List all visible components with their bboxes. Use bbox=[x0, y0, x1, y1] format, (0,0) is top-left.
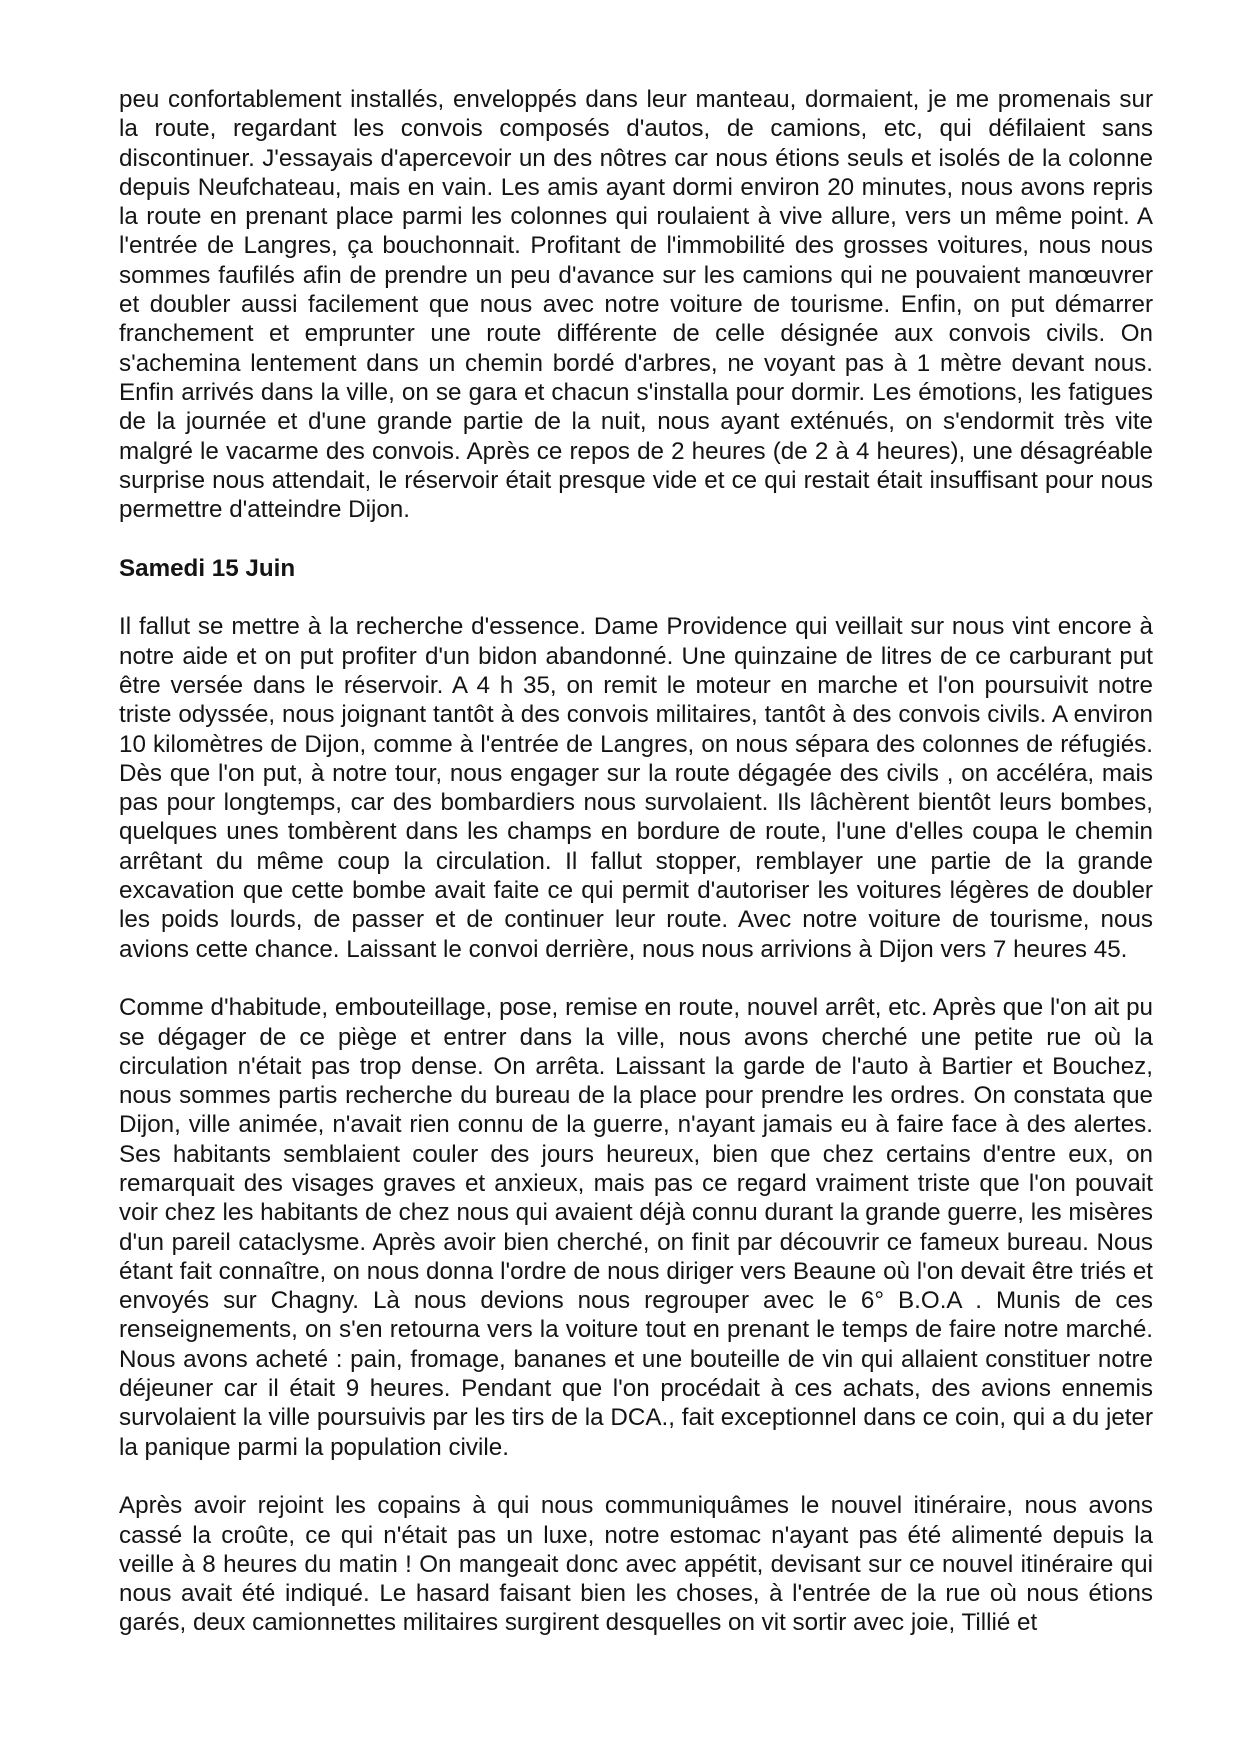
paragraph: peu confortablement installés, enveloppés dans leur manteau, dormaient, je me promenais sur la route, regardant les convois composés d'autos, de camions, etc, qui défilaient sans discontinuer. J'essayais d'apercevoir un des nôtres car nous étions seuls et isolés de la colonne depuis Neufchateau, mais en vain. Les amis ayant dormi environ 20 minutes, nous avons repris la route en prenant place parmi les colonnes qui roulaient à vive allure, vers un même point. A l'entrée de Langres, ça bouchonnait. Profitant de l'immobilité des grosses voitures, nous nous sommes faufilés afin de prendre un peu d'avance sur les camions qui ne pouvaient manœuvrer et doubler aussi facilement que nous avec notre voiture de tourisme. Enfin, on put démarrer franchement et emprunter une route différente de celle désignée aux convois civils. On s'achemina lentement dans un chemin bordé d'arbres, ne voyant pas à 1 mètre devant nous. Enfin arrivés dans la ville, on se gara et chacun s'installa pour dormir. Les émotions, les fatigues de la journée et d'une grande partie de la nuit, nous ayant exténués, on s'endormit très vite malgré le vacarme des convois. Après ce repos de 2 heures (de 2 à 4 heures), une désagréable surprise nous attendait, le réservoir était presque vide et ce qui restait était insuffisant pour nous permettre d'atteindre Dijon. bbox=[119, 86, 1153, 524]
paragraph: Après avoir rejoint les copains à qui nous communiquâmes le nouvel itinéraire, nous avons cassé la croûte, ce qui n'était pas un luxe, notre estomac n'ayant pas été alimenté depuis la veille à 8 heures du matin ! On mangeait donc avec appétit, devisant sur ce nouvel itinéraire qui nous avait été indiqué. Le hasard faisant bien les choses, à l'entrée de la rue où nous étions garés, deux camionnettes militaires surgirent desquelles on vit sortir avec joie, Tillié et bbox=[119, 1492, 1153, 1637]
paragraph: Comme d'habitude, embouteillage, pose, remise en route, nouvel arrêt, etc. Après que l'on ait pu se dégager de ce piège et entrer dans la ville, nous avons cherché une petite rue où la circulation n'était pas trop dense. On arrêta. Laissant la garde de l'auto à Bartier et Bouchez, nous sommes partis recherche du bureau de la place pour prendre les ordres. On constata que Dijon, ville animée, n'avait rien connu de la guerre, n'ayant jamais eu à faire face à des alertes. Ses habitants semblaient couler des jours heureux, bien que chez certains d'entre eux, on remarquait des visages graves et anxieux, mais pas ce regard vraiment triste que l'on pouvait voir chez les habitants de chez nous qui avaient déjà connu durant la grande guerre, les misères d'un pareil cataclysme. Après avoir bien cherché, on finit par découvrir ce fameux bureau. Nous étant fait connaître, on nous donna l'ordre de nous diriger vers Beaune où l'on devait être triés et envoyés sur Chagny. Là nous devions nous regrouper avec le 6° B.O.A . Munis de ces renseignements, on s'en retourna vers la voiture tout en prenant le temps de faire notre marché. Nous avons acheté : pain, fromage, bananes et une bouteille de vin qui allaient constituer notre déjeuner car il était 9 heures. Pendant que l'on procédait à ces achats, des avions ennemis survolaient la ville poursuivis par les tirs de la DCA., fait exceptionnel dans ce coin, qui a du jeter la panique parmi la population civile. bbox=[119, 994, 1153, 1461]
section-heading: Samedi 15 Juin bbox=[119, 554, 296, 582]
paragraph: Il fallut se mettre à la recherche d'essence. Dame Providence qui veillait sur nous vint encore à notre aide et on put profiter d'un bidon abandonné. Une quinzaine de litres de ce carburant put être versée dans le réservoir. A 4 h 35, on remit le moteur en marche et l'on poursuivit notre triste odyssée, nous joignant tantôt à des convois militaires, tantôt à des convois civils. A environ 10 kilomètres de Dijon, comme à l'entrée de Langres, on nous sépara des colonnes de réfugiés. Dès que l'on put, à notre tour, nous engager sur la route dégagée des civils , on accéléra, mais pas pour longtemps, car des bombardiers nous survolaient. Ils lâchèrent bientôt leurs bombes, quelques unes tombèrent dans les champs en bordure de route, l'une d'elles coupa le chemin arrêtant du même coup la circulation. Il fallut stopper, remblayer une partie de la grande excavation que cette bombe avait faite ce qui permit d'autoriser les voitures légères de doubler les poids lourds, de passer et de continuer leur route. Avec notre voiture de tourisme, nous avions cette chance. Laissant le convoi derrière, nous nous arrivions à Dijon vers 7 heures 45. bbox=[119, 613, 1153, 963]
document-page bbox=[119, 85, 1153, 1667]
